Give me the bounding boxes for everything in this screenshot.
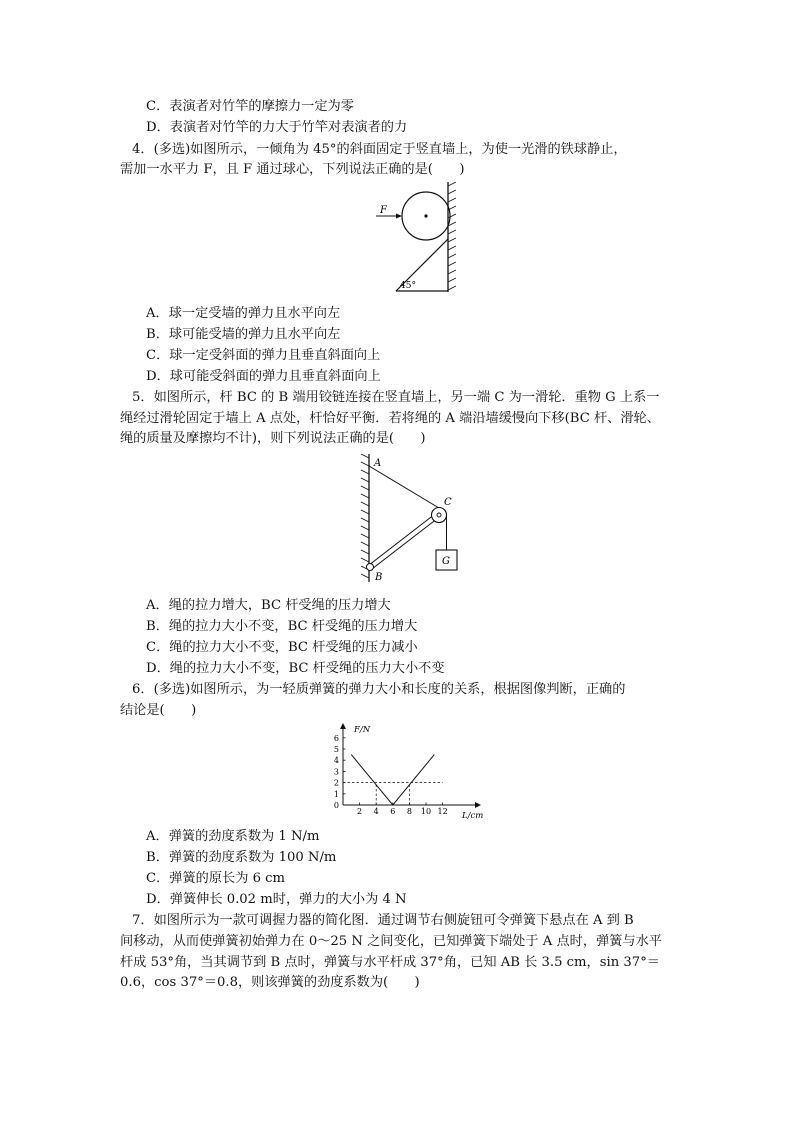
q4-option-c[interactable]: C．球一定受斜面的弹力且垂直斜面向上 [146, 348, 381, 363]
x-tick-label-2: 6 [390, 807, 396, 816]
x-tick-label-3: 8 [406, 807, 412, 816]
q6-y-axis-label: F/N [354, 725, 371, 735]
q6-stem-line-2: 结论是( ) [120, 703, 197, 718]
q4-stem-line-2: 需加一水平力 F，且 F 通过球心，下列说法正确的是( ) [120, 162, 465, 177]
q4-wall-hatching [448, 182, 456, 290]
q5-hinge-b [367, 564, 374, 571]
q4-option-b[interactable]: B．球可能受墙的弹力且水平向左 [146, 327, 341, 342]
q5-label-c: C [444, 497, 452, 508]
q5-option-a[interactable]: A．绳的拉力增大，BC 杆受绳的压力增大 [146, 598, 391, 613]
y-tick-label-4: 4 [333, 756, 339, 766]
q4-angle-label: 45° [400, 281, 416, 291]
q5-rope-upper [369, 466, 439, 508]
q5-label-b: B [375, 572, 383, 583]
q6-option-a[interactable]: A．弹簧的劲度系数为 1 N/m [146, 829, 320, 844]
x-tick-label-0: 2 [357, 807, 363, 816]
q4-option-a[interactable]: A．球一定受墙的弹力且水平向左 [146, 306, 341, 321]
y-tick-label-6: 6 [333, 733, 339, 743]
q7-stem-line-4: 0.6，cos 37°＝0.8，则该弹簧的劲度系数为( ) [120, 975, 420, 990]
x-tick-label-4: 10 [420, 807, 432, 816]
q4-figure [360, 182, 470, 297]
q5-pulley-c [432, 508, 447, 523]
q5-label-g: G [442, 556, 450, 567]
q6-option-d[interactable]: D．弹簧伸长 0.02 m时，弹力的大小为 4 N [146, 892, 407, 907]
q5-option-c[interactable]: C．绳的拉力大小不变，BC 杆受绳的压力减小 [146, 640, 418, 655]
y-tick-label-0: 0 [333, 801, 339, 810]
q5-stem-line-3: 绳的质量及摩擦均不计)，则下列说法正确的是( ) [120, 431, 426, 446]
q4-stem-line-1: 4．(多选)如图所示，一倾角为 45°的斜面固定于竖直墙上，为使一光滑的铁球静止， [132, 142, 627, 157]
q5-stem-line-2: 绳经过滑轮固定于墙上 A 点处，杆恰好平衡．若将绳的 A 端沿墙缓慢向下移(BC 杆、滑轮、 [120, 411, 660, 426]
q5-label-a: A [374, 458, 382, 469]
q4-force-label: F [380, 205, 387, 216]
q5-option-b[interactable]: B．绳的拉力大小不变，BC 杆受绳的压力增大 [146, 619, 418, 634]
q7-stem-line-3: 杆成 53°角，当其调节到 B 点时，弹簧与水平杆成 37°角，已知 AB 长 3.5 cm，sin 37°＝ [120, 955, 660, 970]
q3-option-d[interactable]: D．表演者对竹竿的力大于竹竿对表演者的力 [146, 120, 408, 135]
q4-ball-center [424, 214, 427, 217]
q5-stem-line-1: 5．如图所示，杆 BC 的 B 端用铰链连接在竖直墙上，另一端 C 为一滑轮．重物 G 上系一 [132, 390, 660, 405]
q3-option-c[interactable]: C．表演者对竹竿的摩擦力一定为零 [146, 99, 354, 114]
series-line-0 [351, 755, 434, 805]
q5-option-d[interactable]: D．绳的拉力大小不变，BC 杆受绳的压力大小不变 [146, 661, 445, 676]
x-tick-label-5: 12 [437, 807, 448, 816]
q5-wall-hatching [361, 454, 369, 578]
q7-stem-line-2: 间移动，从而使弹簧初始弹力在 0～25 N 之间变化，已知弹簧下端处于 A 点时，弹簧与水平 [120, 934, 662, 949]
q7-stem-line-1: 7．如图所示为一款可调握力器的简化图．通过调节右侧旋钮可令弹簧下悬点在 A 到 B [132, 913, 634, 928]
q4-option-d[interactable]: D．球可能受斜面的弹力且垂直斜面向上 [146, 369, 381, 384]
y-tick-label-1: 1 [333, 789, 339, 799]
q6-option-b[interactable]: B．弹簧的劲度系数为 100 N/m [146, 850, 337, 865]
q6-x-axis-label: L/cm [462, 811, 484, 821]
x-tick-label-1: 4 [373, 807, 379, 816]
q4-force-arrowhead [396, 214, 402, 219]
y-tick-label-2: 2 [333, 778, 339, 788]
y-tick-label-5: 5 [333, 745, 339, 754]
q6-option-c[interactable]: C．弹簧的原长为 6 cm [146, 871, 286, 886]
q6-spring-chart [328, 720, 490, 822]
y-tick-label-3: 3 [333, 767, 339, 777]
q5-rod-edge-1 [369, 514, 435, 565]
q5-figure [355, 452, 475, 588]
q5-rod-edge-2 [372, 518, 438, 569]
q6-stem-line-1: 6．(多选)如图所示，为一轻质弹簧的弹力大小和长度的关系，根据图像判断，正确的 [132, 682, 626, 697]
